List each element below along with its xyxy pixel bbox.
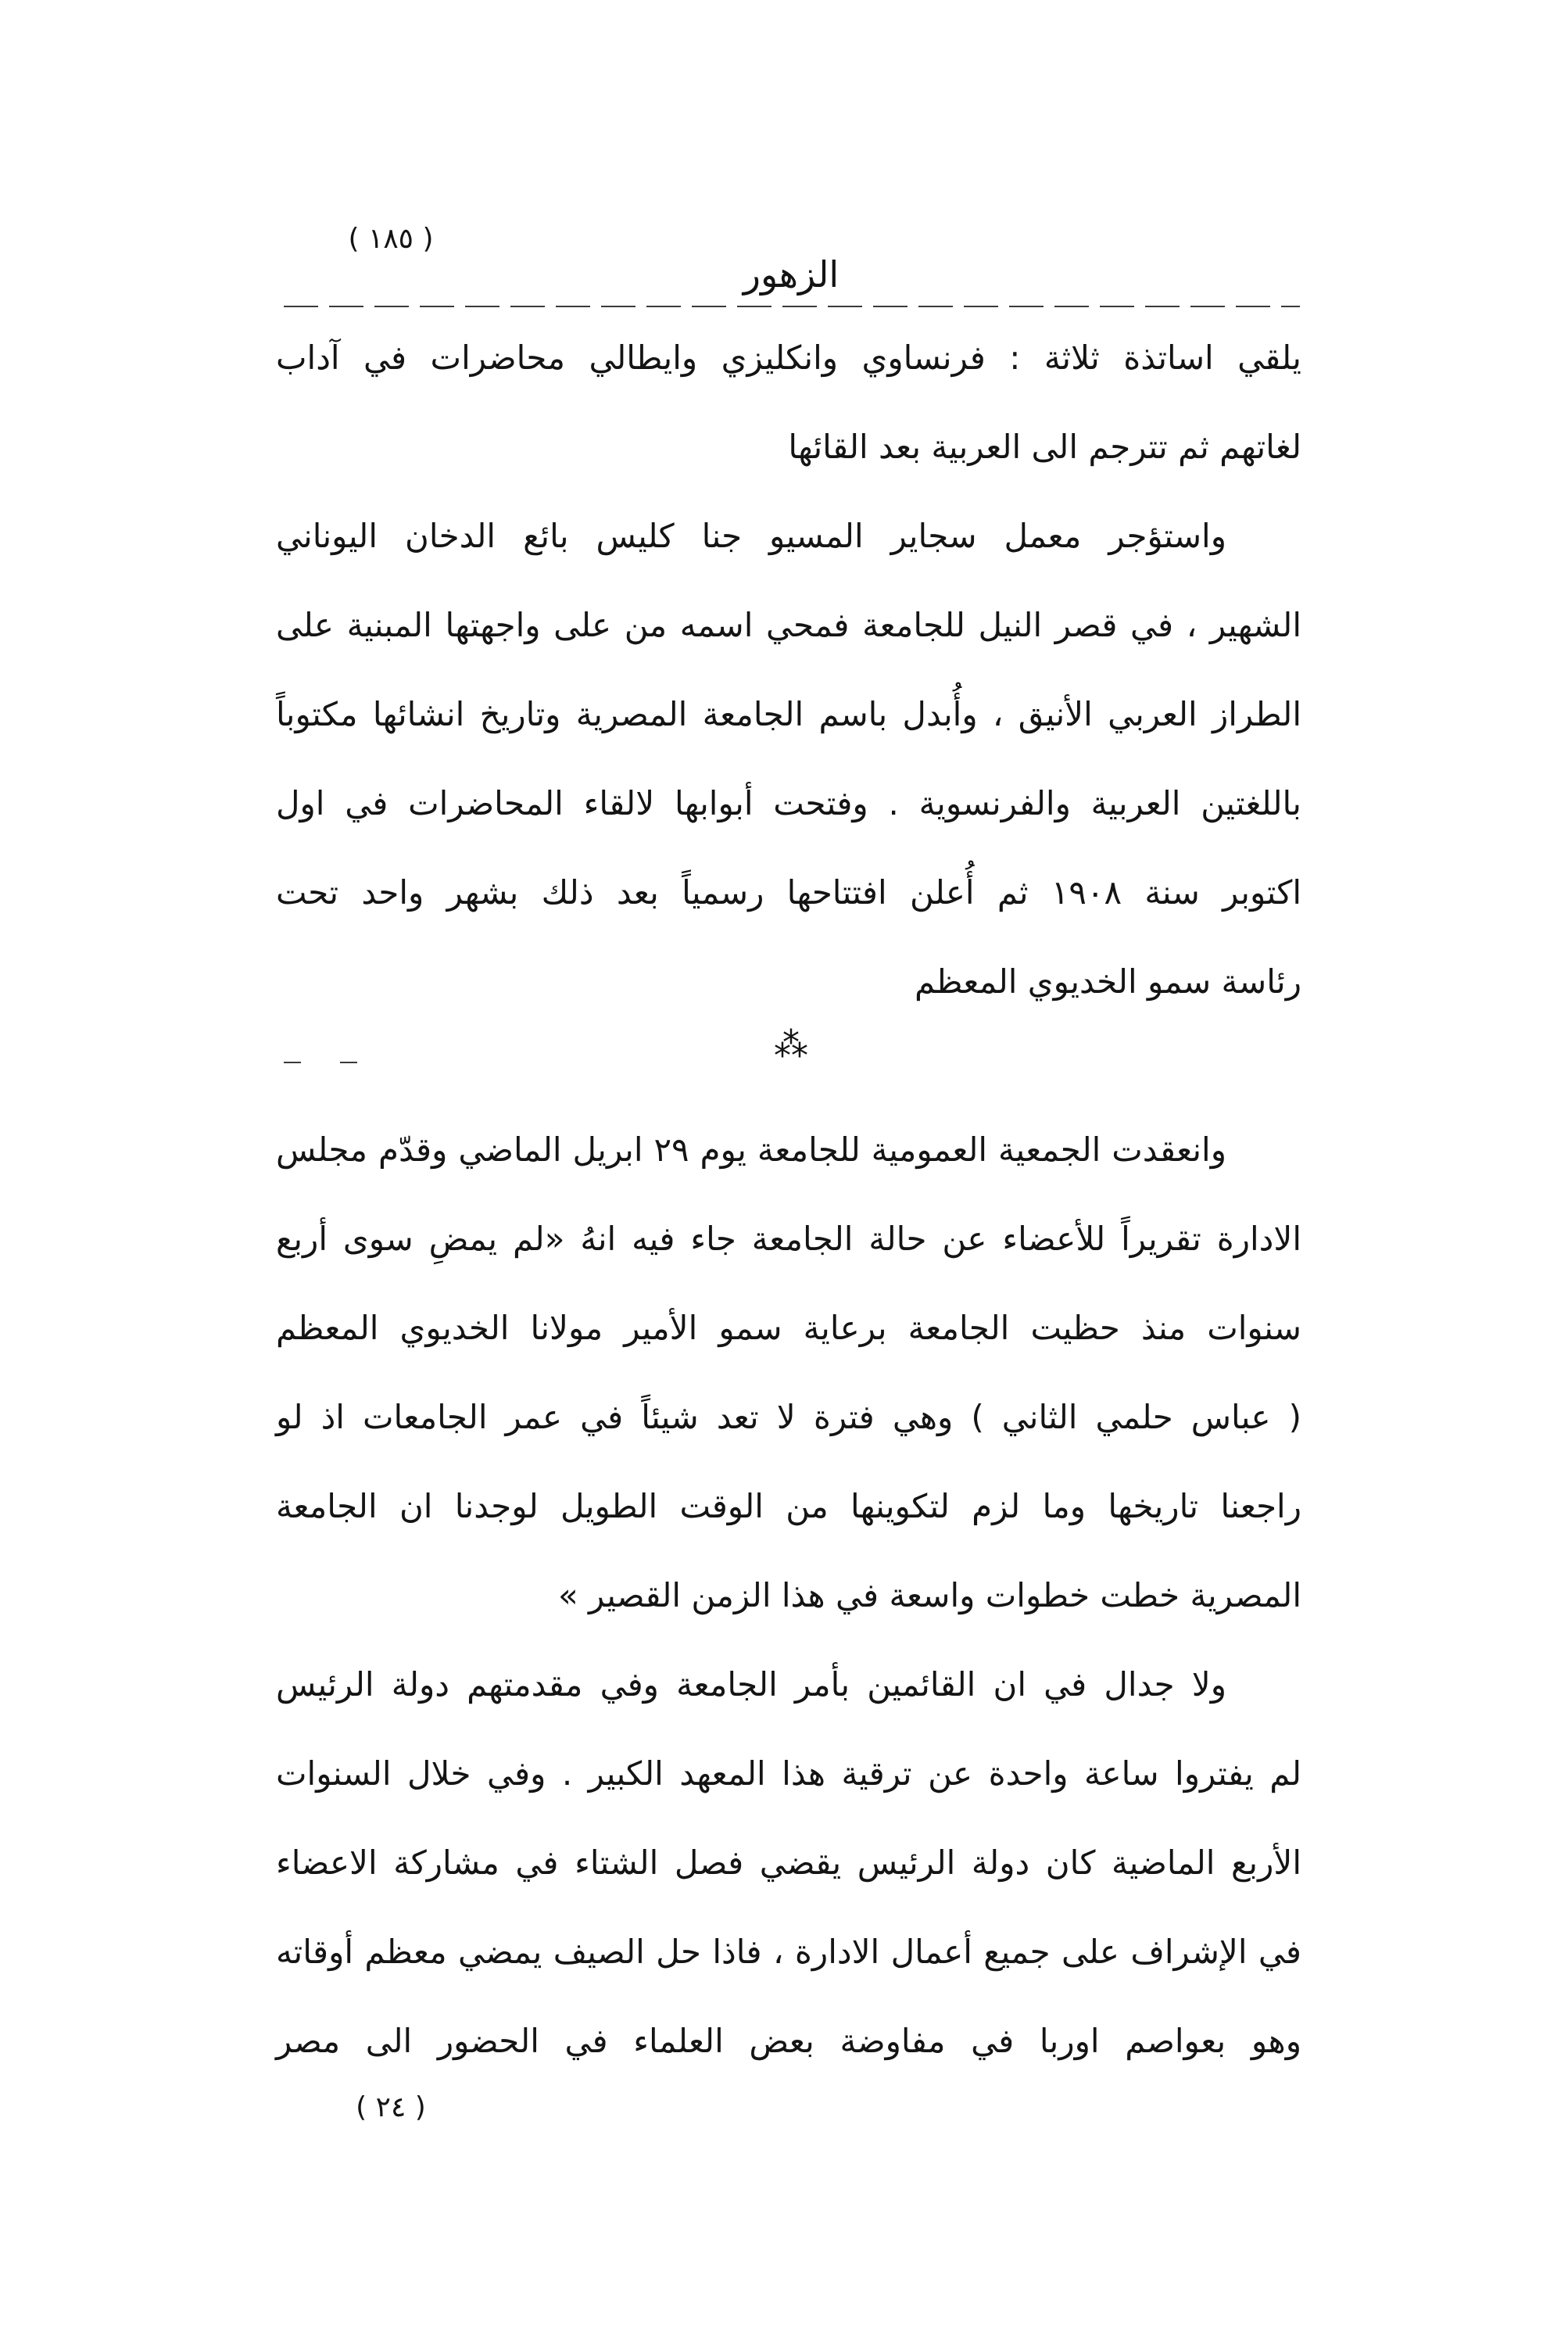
- text-line: [276, 1105, 1301, 1195]
- line-text: اكتوبر سنة ١٩٠٨ ثم أُعلن افتتاحها رسمياً بعد ذلك بشهر واحد تحت: [276, 873, 1301, 912]
- text-line: [276, 1284, 1301, 1373]
- asterism-separator: ⁂: [774, 1025, 808, 1065]
- line-text: الأربع الماضية كان دولة الرئيس يقضي فصل الشتاء في مشاركة الاعضاء: [276, 1843, 1301, 1882]
- line-text: الادارة تقريراً للأعضاء عن حالة الجامعة جاء فيه انهُ «لم يمضِ سوى أربع: [276, 1220, 1301, 1258]
- line-text: سنوات منذ حظيت الجامعة برعاية سمو الأمير مولانا الخديوي المعظم: [276, 1309, 1301, 1347]
- paragraph: [276, 492, 1301, 1027]
- text-line: [276, 937, 1301, 1027]
- line-text: لغاتهم ثم تترجم الى العربية بعد القائها: [788, 428, 1301, 466]
- line-text: ولا جدال في ان القائمين بأمر الجامعة وفي مقدمتهم دولة الرئيس: [276, 1665, 1226, 1704]
- text-block: [276, 1105, 1301, 2086]
- text-line: [276, 1997, 1301, 2086]
- line-text: وهو بعواصم اوربا في مفاوضة بعض العلماء في الحضور الى مصر: [276, 2022, 1301, 2060]
- running-head-title: الزهور: [743, 253, 839, 296]
- text-line: [276, 403, 1301, 492]
- paragraph: [276, 1640, 1301, 2086]
- text-line: [276, 1729, 1301, 1818]
- text-line: [276, 670, 1301, 759]
- text-line: [276, 492, 1301, 581]
- line-text: الطراز العربي الأنيق ، وأُبدل باسم الجامعة المصرية وتاريخ انشائها مكتوباً: [276, 695, 1301, 733]
- line-text: باللغتين العربية والفرنسوية . وفتحت أبوابها لالقاء المحاضرات في اول: [276, 784, 1301, 822]
- line-text: ( عباس حلمي الثاني ) وهي فترة لا تعد شيئاً في عمر الجامعات اذ لو: [276, 1398, 1301, 1436]
- text-line: [276, 1908, 1301, 1997]
- text-line: [276, 314, 1301, 403]
- line-text: رئاسة سمو الخديوي المعظم: [915, 962, 1301, 1001]
- line-text: في الإشراف على جميع أعمال الادارة ، فاذا حل الصيف يمضي معظم أوقاته: [276, 1933, 1301, 1971]
- line-text: وانعقدت الجمعية العمومية للجامعة يوم ٢٩ ابريل الماضي وقدّم مجلس: [276, 1130, 1226, 1169]
- text-line: [276, 1373, 1301, 1462]
- text-line: [276, 1818, 1301, 1908]
- separator-dashes: [284, 1062, 362, 1064]
- text-line: [276, 848, 1301, 937]
- paragraph: [276, 314, 1301, 492]
- line-text: المصرية خطت خطوات واسعة في هذا الزمن القصير »: [558, 1576, 1301, 1614]
- text-line: [276, 1640, 1301, 1729]
- signature-mark: ( ٢٤ ): [356, 2091, 426, 2123]
- text-line: [276, 1551, 1301, 1640]
- page-number: ( ١٨٥ ): [348, 223, 434, 255]
- text-line: [276, 759, 1301, 848]
- line-text: واستؤجر معمل سجاير المسيو جنا كليس بائع الدخان اليوناني: [276, 517, 1226, 555]
- text-line: [276, 1462, 1301, 1551]
- line-text: راجعنا تاريخها وما لزم لتكوينها من الوقت الطويل لوجدنا ان الجامعة: [276, 1487, 1301, 1525]
- line-text: يلقي اساتذة ثلاثة : فرنساوي وانكليزي وايطالي محاضرات في آداب: [276, 339, 1301, 377]
- text-line: [276, 581, 1301, 670]
- paragraph: [276, 1105, 1301, 1640]
- header-rule: [284, 306, 1300, 307]
- text-line: [276, 1195, 1301, 1284]
- line-text: لم يفتروا ساعة واحدة عن ترقية هذا المعهد الكبير . وفي خلال السنوات: [276, 1754, 1301, 1793]
- text-block: [276, 314, 1301, 1027]
- line-text: الشهير ، في قصر النيل للجامعة فمحي اسمه من على واجهتها المبنية على: [276, 606, 1301, 644]
